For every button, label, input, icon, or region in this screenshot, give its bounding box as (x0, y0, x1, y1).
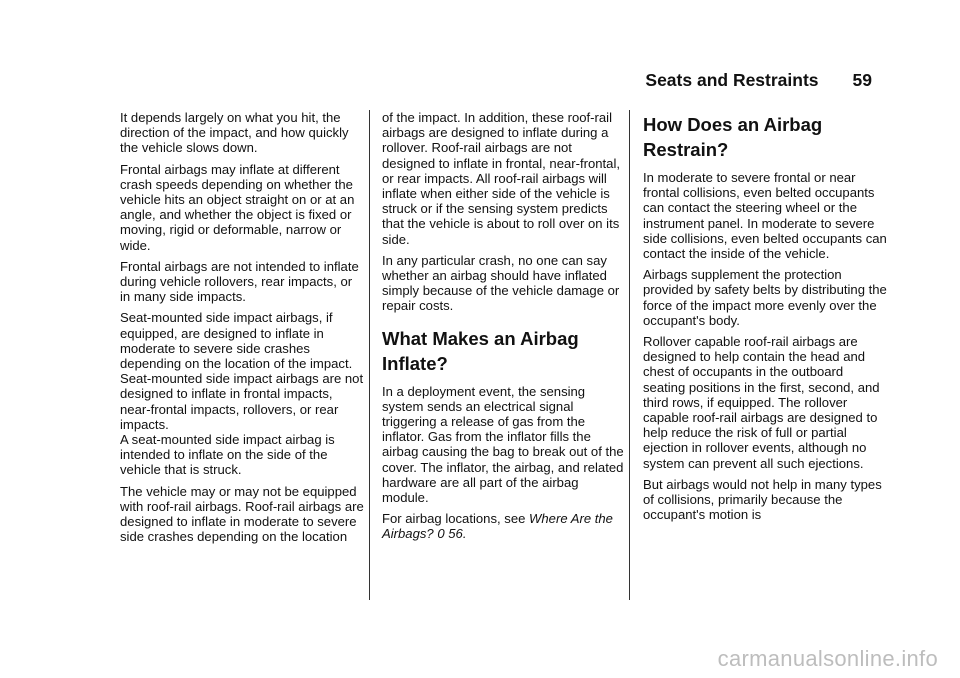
watermark: carmanualsonline.info (717, 646, 938, 671)
paragraph: Frontal airbags may inflate at different crash speeds depending on whether the vehicle hits an object straight on or at an angle, and whether the object is fixed or moving, rigid or deformable, narrow or wide. (120, 161, 355, 253)
paragraph: of the impact. In addition, these roof-rail airbags are designed to inflate during a rollover. Roof-rail airbags are not designed to inflate in frontal, near-frontal, or rear impacts. All roof-rail airbags will inflate when either side of the vehicle is struck or if the sensing system predicts that the vehicle is about to roll over on its side. (382, 110, 621, 247)
page-header (645, 70, 872, 91)
paragraph: A seat-mounted side impact airbag is intended to inflate on the side of the vehicle that is struck. (120, 432, 335, 478)
paragraph: Seat-mounted side impact airbags, if equipped, are designed to inflate in moderate to severe side crashes depending on the location of the impact. Seat-mounted side impact airbags are not designed to inflate in frontal impacts, near-frontal impacts, rollovers, or rear impacts. (120, 310, 364, 432)
paragraph: It depends largely on what you hit, the direction of the impact, and how quickly the vehicle slows down. (120, 110, 349, 156)
paragraph: Airbags supplement the protection provided by safety belts by distributing the force of the impact more evenly over the occupant's body. (643, 267, 887, 328)
section-heading: What Makes an Airbag Inflate? (382, 327, 579, 374)
paragraph: In any particular crash, no one can say whether an airbag should have inflated simply because of the vehicle damage or repair costs. (382, 252, 620, 314)
crossref-link[interactable]: Where Are the Airbags? (382, 511, 613, 542)
section-title: Seats and Restraints (645, 70, 819, 90)
column-divider (629, 110, 630, 600)
column-1 (120, 110, 364, 550)
paragraph: Rollover capable roof-rail airbags are designed to help contain the head and chest of occupants in the outboard seating positions in the first, second, and third rows, if equipped. The rollover capable roof-rail airbags are designed to help reduce the risk of full or partial ejection in rollover events, although no system can prevent all such ejections. (643, 334, 880, 471)
page-arrow-icon: 0 (437, 526, 445, 542)
column-2 (382, 110, 626, 548)
section-heading: How Does an Airbag Restrain? (643, 114, 823, 160)
paragraph: In a deployment event, the sensing system sends an electrical signal triggering a release of gas from the inflator. Gas from the inflator fills the airbag causing the bag to break out of the cover. The inflator, the airbag, and related hardware are all part of the airbag module. (382, 383, 624, 506)
crossref-page[interactable]: 56. (448, 526, 467, 542)
column-divider (369, 110, 370, 600)
paragraph: But airbags would not help in many types of collisions, primarily because the occupant's motion is (643, 476, 882, 523)
paragraph: In moderate to severe frontal or near frontal collisions, even belted occupants can contact the steering wheel or the instrument panel. In moderate to severe side collisions, even belted occupants can contact the inside of the vehicle. (643, 170, 887, 262)
page-number: 59 (852, 70, 872, 90)
paragraph-cross-reference (382, 511, 626, 541)
paragraph: Frontal airbags are not intended to inflate during vehicle rollovers, rear impacts, or in many side impacts. (120, 258, 359, 305)
column-3 (643, 110, 887, 528)
paragraph: The vehicle may or may not be equipped with roof-rail airbags. Roof-rail airbags are designed to inflate in moderate to severe side crashes depending on the location (120, 483, 364, 545)
crossref-prefix: For airbag locations, see (382, 511, 530, 527)
